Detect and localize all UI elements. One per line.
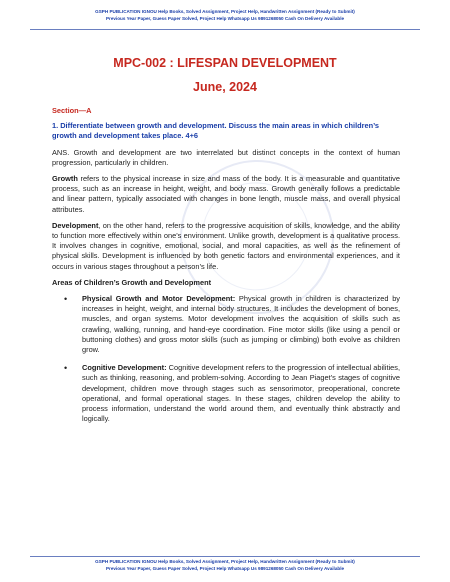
list-item-term: Cognitive Development: [82,363,167,373]
footer-line-2: Previous Year Paper, Guess Paper Solved, Project Help Whatsapp Us 9891268050 Cash On Delivery Available [105,565,345,571]
growth-paragraph [52,174,400,215]
growth-text: refers to the physical increase in size and mass of the body. It is a measurable and quantitative process, such as an increase in height, weight, and body mass. Growth generally follows a predictable and linear pattern, typically associated with changes in bone length, muscle mass, and overall physical attributes. [52,174,400,214]
publisher-header [0,9,450,22]
footer-line-1: GSPH PUBLICATION IGNOU Help Books, Solved Assignment, Project Help, Handwritten Assignment (Ready to Submit) [95,559,355,564]
header-divider [30,29,420,30]
areas-list [52,294,400,424]
document-body [52,106,400,432]
development-text: , on the other hand, refers to the progressive acquisition of skills, knowledge, and the ability to function more effectively within one’s environment. Unlike growth, development is a qualitative process. It involves changes in cognitive, emotional, social, and moral capacities, as well as the refinement of physical skills. Development is influenced by both genetic factors and environmental experiences, and it occurs in various stages throughout a person’s life. [52,220,400,271]
list-item-term: Physical Growth and Motor Development: [82,294,236,304]
areas-heading: Areas of Children’s Growth and Development [52,277,212,287]
header-line-1: GSPH PUBLICATION IGNOU Help Books, Solved Assignment, Project Help, Handwritten Assignment (Ready to Submit) [95,9,355,14]
publisher-footer [0,559,450,572]
bullet-icon: • [64,294,68,305]
growth-term: Growth [52,174,78,184]
development-paragraph [52,221,400,272]
list-item [52,294,400,355]
answer-intro: ANS. Growth and development are two interrelated but distinct concepts in the context of human progression, particularly in children. [52,147,400,167]
list-item-body: Physical growth in children is characterized by increases in height, weight, and internal body structures. It includes the development of bones, muscles, and organ systems. Motor development involves the acquisition of skills such as crawling, walking, running, and hand-eye coordination. Fine motor skills (like using a pencil or buttoning clothes) and gross motor skills (such as jumping or climbing) both evolve as children grow. [82,294,401,355]
list-item-text [76,363,400,424]
list-item-text [76,294,400,355]
paper-title: MPC-002 : LIFESPAN DEVELOPMENT [113,56,337,70]
bullet-icon: • [64,363,68,374]
section-label: Section—A [52,106,92,115]
header-line-2: Previous Year Paper, Guess Paper Solved, Project Help Whatsapp Us 9891268050 Cash On Delivery Available [105,15,345,21]
development-term: Development [52,220,99,230]
exam-session: June, 2024 [193,80,257,94]
question-text: 1. Differentiate between growth and development. Discuss the main areas in which children’s growth and development takes place. 4+6 [52,121,380,141]
footer-divider [30,556,420,557]
list-item [52,363,400,424]
list-item-body: Cognitive development refers to the progression of intellectual abilities, such as thinking, reasoning, and problem-solving. According to Jean Piaget’s stages of cognitive development, children move through stages such as sensorimotor, preoperational, concrete operational, and formal operational stages. In these stages, children develop the ability to process information, understand the world around them, and eventually think abstractly and logically. [82,363,401,424]
